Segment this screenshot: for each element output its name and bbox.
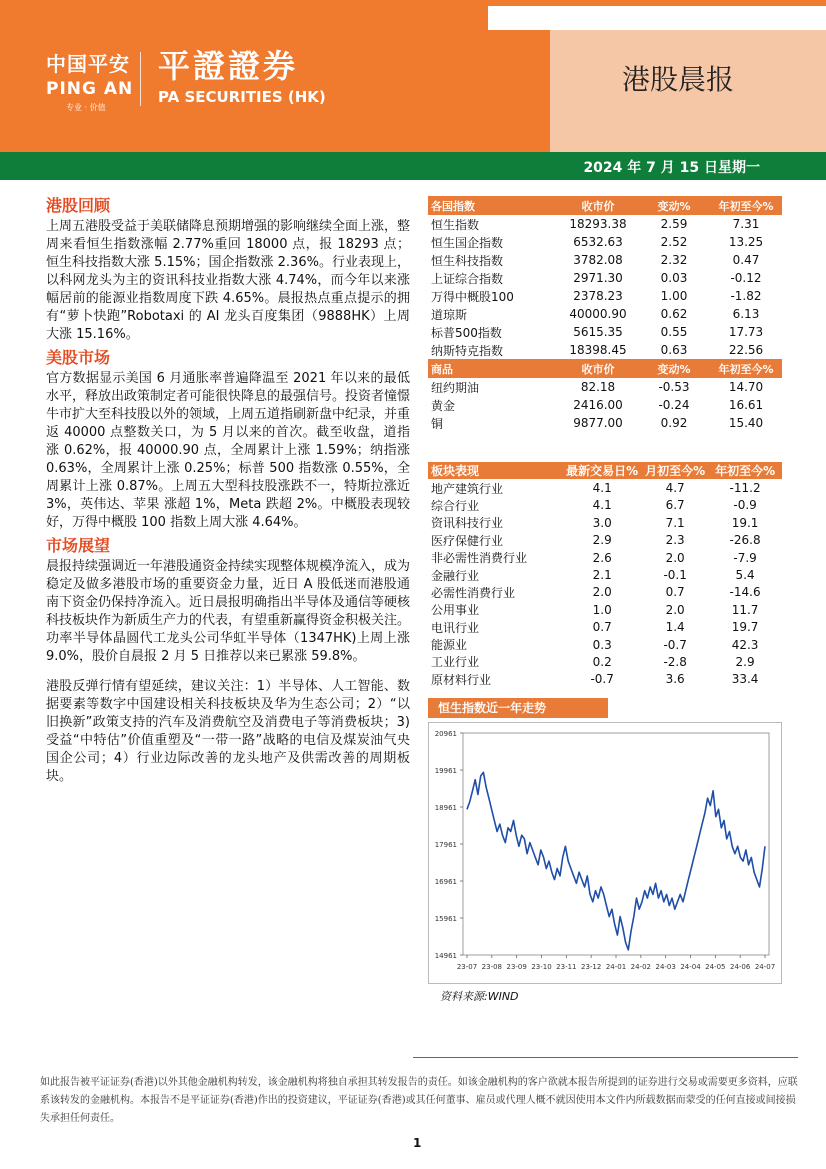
commodities-body [428,378,782,432]
footer-rule [413,1057,798,1058]
x-tick-label: 23-09 [506,963,527,972]
row-value: -11.2 [729,481,761,496]
table-row [428,378,782,396]
row-value: 2971.30 [573,271,623,285]
table-row [428,671,782,688]
header-cell: 年初至今% [708,462,782,479]
table-row [428,251,782,269]
row-label: 电讯行业 [431,620,480,635]
date-bar [0,152,826,180]
row-value: 2.32 [660,253,688,267]
brand-cn: 平證證券 [158,47,299,85]
section-paragraph: 官方数据显示美国 6 月通胀率普遍降温至 2021 年以来的最低水平，释放出政策制定者可能很快降息的最强信号。投资者憧憬牛市扩大至科技股以外的领域，上周五道指刷新盘中纪录，并重返 40000 点整数关口，为 5 月以来的首次。截至收盘，道指涨 0.62%，报 40000.90 点，全周累计上涨 1.59%；纳指涨 0.63%，全周累计上涨 0.25%；标普 500 指数涨 0.55%，全周累计上涨 0.87%。上周五大型科技股涨跌不一，特斯拉涨近 3%，英伟达、苹果 涨超 1%，Meta 跌超 2%。中概股表现较好，万得中概股 100 指数上周大涨 4.64%。 [46,371,411,530]
row-label: 上证综合指数 [431,271,504,286]
row-value: -0.53 [658,380,690,394]
row-value: 6.7 [665,498,685,513]
table-row [428,414,782,432]
header-cell: 月初至今% [642,462,708,479]
row-value: 0.03 [660,271,688,285]
row-value: -26.8 [729,533,761,548]
x-tick-label: 24-07 [754,963,776,972]
table-row [428,233,782,251]
row-value: 0.92 [660,416,688,430]
table-row [428,497,782,514]
row-value: 4.1 [592,498,612,513]
row-value: 0.62 [660,307,688,321]
row-label: 资讯科技行业 [431,516,504,531]
row-label: 恒生国企指数 [431,235,504,250]
row-value: 11.7 [731,602,759,617]
row-value: 16.61 [728,398,764,412]
header-white-strip [488,6,826,30]
row-value: 3782.08 [573,253,623,267]
market-data-column [428,196,782,1004]
hsi-series-line [467,772,765,950]
row-value: 1.00 [660,289,688,303]
x-tick-label: 24-06 [729,963,751,972]
pa-securities-logo [158,48,326,106]
section-paragraph: 上周五港股受益于美联储降息预期增强的影响继续全面上涨，整周来看恒生指数涨幅 2.77%重回 18000 点，报 18293 点；恒生科技指数大涨 5.15%；国企指数涨 2.36%。行业表现上，以科网龙头为主的资讯科技业指数大涨 4.74%，而今年以来涨幅居前的能源业指数周度下跌 4.65%。晨报热点重点提示的拥有“萝卜快跑”Robotaxi 的 AI 龙头百度集团（9888HK）上周大涨 15.16%。 [46,219,411,342]
row-value: 3.6 [665,672,685,687]
row-value: 9877.00 [573,416,623,430]
row-value: -0.1 [663,568,687,583]
row-value: 2.0 [665,550,685,565]
row-label: 地产建筑行业 [431,481,504,496]
row-value: 6532.63 [573,235,623,249]
row-value: 15.40 [728,416,764,430]
row-value: 6.13 [732,307,760,321]
y-tick-label: 18961 [434,804,457,813]
row-value: 0.7 [665,585,685,600]
row-value: -0.7 [590,672,614,687]
header-cell: 商品 [428,359,558,378]
x-tick-label: 23-07 [456,963,478,972]
plot-frame [463,733,769,955]
x-tick-label: 23-11 [556,963,577,972]
section-title-us-market: 美股市场 [46,348,111,367]
row-label: 医疗保健行业 [431,533,504,548]
row-value: -0.9 [733,498,757,513]
report-title: 港股晨报 [622,63,735,96]
table-row [428,636,782,653]
table-row [428,215,782,233]
x-tick-label: 24-02 [630,963,652,972]
x-tick-label: 24-04 [680,963,701,972]
row-value: -0.12 [730,271,762,285]
row-label: 金融行业 [431,568,480,583]
header-cell: 收市价 [558,196,638,215]
row-value: 2.59 [660,217,688,231]
row-value: 19.1 [731,515,759,530]
row-label: 综合行业 [431,498,480,513]
row-value: 2.0 [665,602,685,617]
row-label: 纽约期油 [431,380,480,395]
row-value: 0.55 [660,325,688,339]
y-tick-label: 16961 [434,878,457,887]
table-row [428,584,782,601]
table-row [428,305,782,323]
row-value: 2.0 [592,585,612,600]
row-value: 0.2 [592,654,612,669]
indices-table [428,196,782,432]
row-value: 0.3 [592,637,612,652]
brand-en: PA SECURITIES (HK) [158,88,326,106]
row-value: 2.9 [592,533,612,548]
table-row [428,566,782,583]
table-row [428,619,782,636]
row-label: 恒生指数 [431,217,480,232]
row-value: 2378.23 [573,289,623,303]
row-value: 2416.00 [573,398,623,412]
indices-header-row [428,196,782,215]
row-value: -7.9 [733,550,757,565]
sectors-body [428,479,782,688]
row-value: 7.31 [732,217,760,231]
row-value: 40000.90 [569,307,627,321]
table-row [428,287,782,305]
disclaimer: 如此报告被平证证券(香港)以外其他金融机构转发，该金融机构将独自承担其转发报告的责任。如该金融机构的客户欲就本报告所提到的证券进行交易或需要更多资料，应联系该转发的金融机构。本报告不是平证证券(香港)作出的投资建议，平证证券(香港)或其任何董事、雇员或代理人概不就因使用本文件内所载数据而蒙受的任何直接或间接损失承担任何责任。 [40,1077,798,1124]
table-row [428,269,782,287]
hsi-chart-svg [429,723,781,983]
row-label: 道琼斯 [431,307,468,322]
x-tick-label: 23-12 [580,963,602,972]
row-value: 4.7 [665,481,685,496]
header-cell: 变动% [638,359,710,378]
sectors-header-row [428,462,782,479]
logo-divider [140,52,141,106]
row-label: 原材料行业 [431,672,492,687]
header-cell: 变动% [638,196,710,215]
row-value: 2.3 [665,533,685,548]
row-value: 0.47 [732,253,760,267]
row-label: 非必需性消费行业 [431,551,528,566]
row-value: 22.56 [728,343,764,357]
section-paragraph: 晨报持续强调近一年港股通资金持续实现整体规模净流入，成为稳定及做多港股市场的重要资金力量，近日 A 股低迷而港股通南下资金仍保持净流入。近日晨报明确指出半导体及通信等硬核科技板块作为新质生产力的代表，有望重新赢得资金积极关注。功率半导体晶圆代工龙头公司华虹半导体（1347HK)上周上涨 9.0%，股价自晨报 2 月 5 日推荐以来已累涨 59.8%。 [46,559,411,664]
table-row [428,514,782,531]
section-paragraph: 港股反弹行情有望延续，建议关注：1）半导体、人工智能、数据要素等数字中国建设相关科技板块及华为生态公司；2）“以旧换新”政策支持的汽车及消费航空及消费电子等消费板块；3)受益“中特估”价值重塑及“一带一路”战略的电信及煤炭油气央国企公司；4）行业边际改善的龙头地产及供需改善的周期板块。 [46,679,410,784]
row-label: 铜 [431,416,444,431]
x-tick-label: 24-01 [605,963,627,972]
logo-cn: 中国平安 [46,52,130,76]
header-cell: 各国指数 [428,196,558,215]
hsi-chart [428,722,782,984]
page-number: 1 [413,1136,422,1150]
commodities-header-row [428,359,782,378]
section-title-outlook: 市场展望 [46,536,111,555]
row-value: 1.0 [592,602,612,617]
x-tick-label: 24-05 [705,963,726,972]
report-date: 2024 年 7 月 15 日星期一 [583,160,760,176]
row-value: -0.7 [663,637,687,652]
commentary-column [46,194,410,786]
row-value: 2.6 [592,550,612,565]
y-tick-label: 20961 [434,730,457,739]
row-value: -0.24 [658,398,690,412]
y-tick-label: 17961 [434,841,457,850]
header-cell: 收市价 [558,359,638,378]
header-cell: 最新交易日% [562,462,642,479]
row-value: 4.1 [592,481,612,496]
row-value: 2.1 [592,568,612,583]
chart-title: 恒生指数近一年走势 [428,698,608,718]
row-label: 公用事业 [431,603,480,618]
report-header [0,0,826,152]
row-label: 万得中概股100 [431,289,514,304]
row-value: 5.4 [735,568,755,583]
row-value: 13.25 [728,235,764,249]
row-value: -2.8 [663,654,687,669]
row-value: 18398.45 [569,343,627,357]
row-value: 0.7 [592,620,612,635]
row-label: 标普500指数 [431,325,502,340]
row-value: 3.0 [592,515,612,530]
pingan-logo [46,48,133,113]
header-cell: 板块表现 [428,462,562,479]
row-value: 42.3 [731,637,759,652]
table-row [428,341,782,359]
row-value: 2.52 [660,235,688,249]
chart-source: 资料来源:WIND [440,990,519,1004]
logo-tag: 专业 · 价值 [66,103,106,112]
x-tick-label: 23-10 [531,963,552,972]
row-value: 82.18 [580,380,616,394]
row-value: 2.9 [735,654,755,669]
y-tick-label: 14961 [434,952,457,961]
row-value: 33.4 [731,672,759,687]
row-label: 黄金 [431,398,456,413]
table-row [428,653,782,670]
x-tick-label: 24-03 [655,963,676,972]
row-value: 17.73 [728,325,764,339]
row-value: 7.1 [665,515,685,530]
row-value: 0.63 [660,343,688,357]
y-tick-label: 19961 [434,767,457,776]
section-title-hk-review: 港股回顾 [46,196,111,215]
row-value: 14.70 [728,380,764,394]
logo-en: PING AN [46,79,134,99]
row-label: 能源业 [431,638,468,653]
y-tick-label: 15961 [434,915,457,924]
row-value: 19.7 [731,620,759,635]
table-row [428,479,782,496]
indices-body [428,215,782,359]
row-value: 1.4 [665,620,685,635]
table-row [428,601,782,618]
row-value: 18293.38 [569,217,627,231]
row-label: 恒生科技指数 [431,253,504,268]
row-label: 必需性消费行业 [431,585,516,600]
table-row [428,549,782,566]
row-label: 工业行业 [431,655,480,670]
table-row [428,532,782,549]
x-tick-label: 23-08 [481,963,503,972]
table-row [428,323,782,341]
row-value: -14.6 [729,585,761,600]
row-value: 5615.35 [573,325,623,339]
table-row [428,396,782,414]
sectors-table [428,462,782,688]
header-cell: 年初至今% [710,196,782,215]
row-value: -1.82 [730,289,762,303]
header-cell: 年初至今% [710,359,782,378]
row-label: 纳斯特克指数 [431,343,504,358]
